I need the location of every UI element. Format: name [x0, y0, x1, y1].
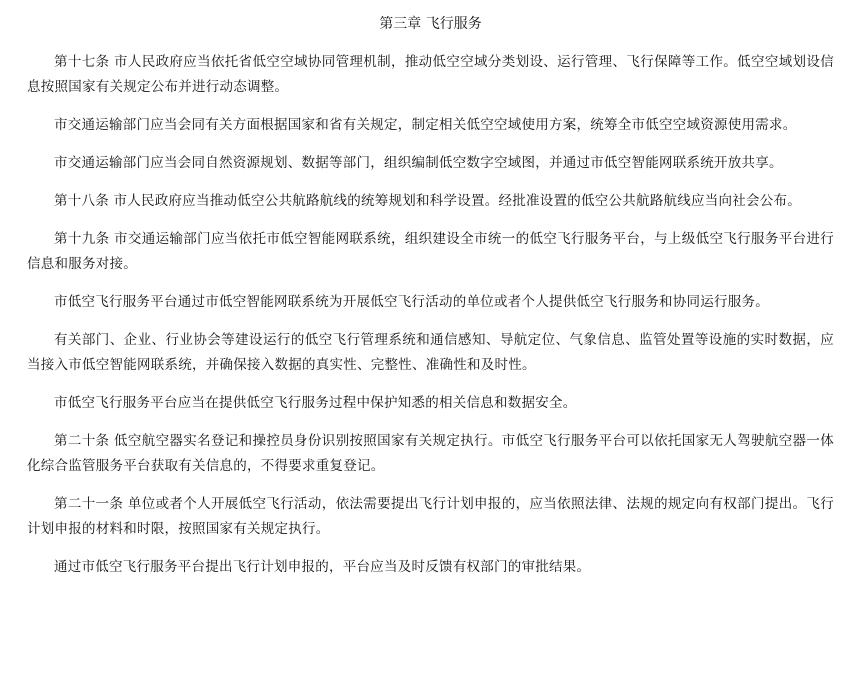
article-19-paragraph-2: 市低空飞行服务平台通过市低空智能网联系统为开展低空飞行活动的单位或者个人提供低空飞行服务和协同运行服务。	[54, 294, 769, 310]
article-17-paragraph-2: 市交通运输部门应当会同有关方面根据国家和省有关规定，制定相关低空空域使用方案，统筹全市低空空域资源使用需求。	[54, 117, 797, 133]
article-17-paragraph-3: 市交通运输部门应当会同自然资源规划、数据等部门，组织编制低空数字空域图，并通过市低空智能网联系统开放共享。	[54, 155, 783, 171]
article-17-paragraph: 第十七条 市人民政府应当依托省低空空域协同管理机制，推动低空空域分类划设、运行管理、飞行保障等工作。低空空域划设信息按照国家有关规定公布并进行动态调整。	[27, 54, 834, 95]
chapter-title: 第三章 飞行服务	[379, 16, 482, 32]
article-19-paragraph-4: 市低空飞行服务平台应当在提供低空飞行服务过程中保护知悉的相关信息和数据安全。	[54, 395, 577, 411]
article-19-paragraph-3: 有关部门、企业、行业协会等建设运行的低空飞行管理系统和通信感知、导航定位、气象信息、监管处置等设施的实时数据，应当接入市低空智能网联系统，并确保接入数据的真实性、完整性、准确性和及时性。	[27, 332, 834, 373]
article-18-paragraph: 第十八条 市人民政府应当推动低空公共航路航线的统筹规划和科学设置。经批准设置的低空公共航路航线应当向社会公布。	[54, 193, 802, 209]
article-21-paragraph-2: 通过市低空飞行服务平台提出飞行计划申报的，平台应当及时反馈有权部门的审批结果。	[54, 559, 591, 575]
article-21-paragraph: 第二十一条 单位或者个人开展低空飞行活动，依法需要提出飞行计划申报的，应当依照法律、法规的规定向有权部门提出。飞行计划申报的材料和时限，按照国家有关规定执行。	[27, 496, 834, 537]
article-20-paragraph: 第二十条 低空航空器实名登记和操控员身份识别按照国家有关规定执行。市低空飞行服务平台可以依托国家无人驾驶航空器一体化综合监管服务平台获取有关信息的，不得要求重复登记。	[27, 433, 834, 474]
article-19-paragraph: 第十九条 市交通运输部门应当依托市低空智能网联系统，组织建设全市统一的低空飞行服务平台，与上级低空飞行服务平台进行信息和服务对接。	[27, 231, 834, 272]
